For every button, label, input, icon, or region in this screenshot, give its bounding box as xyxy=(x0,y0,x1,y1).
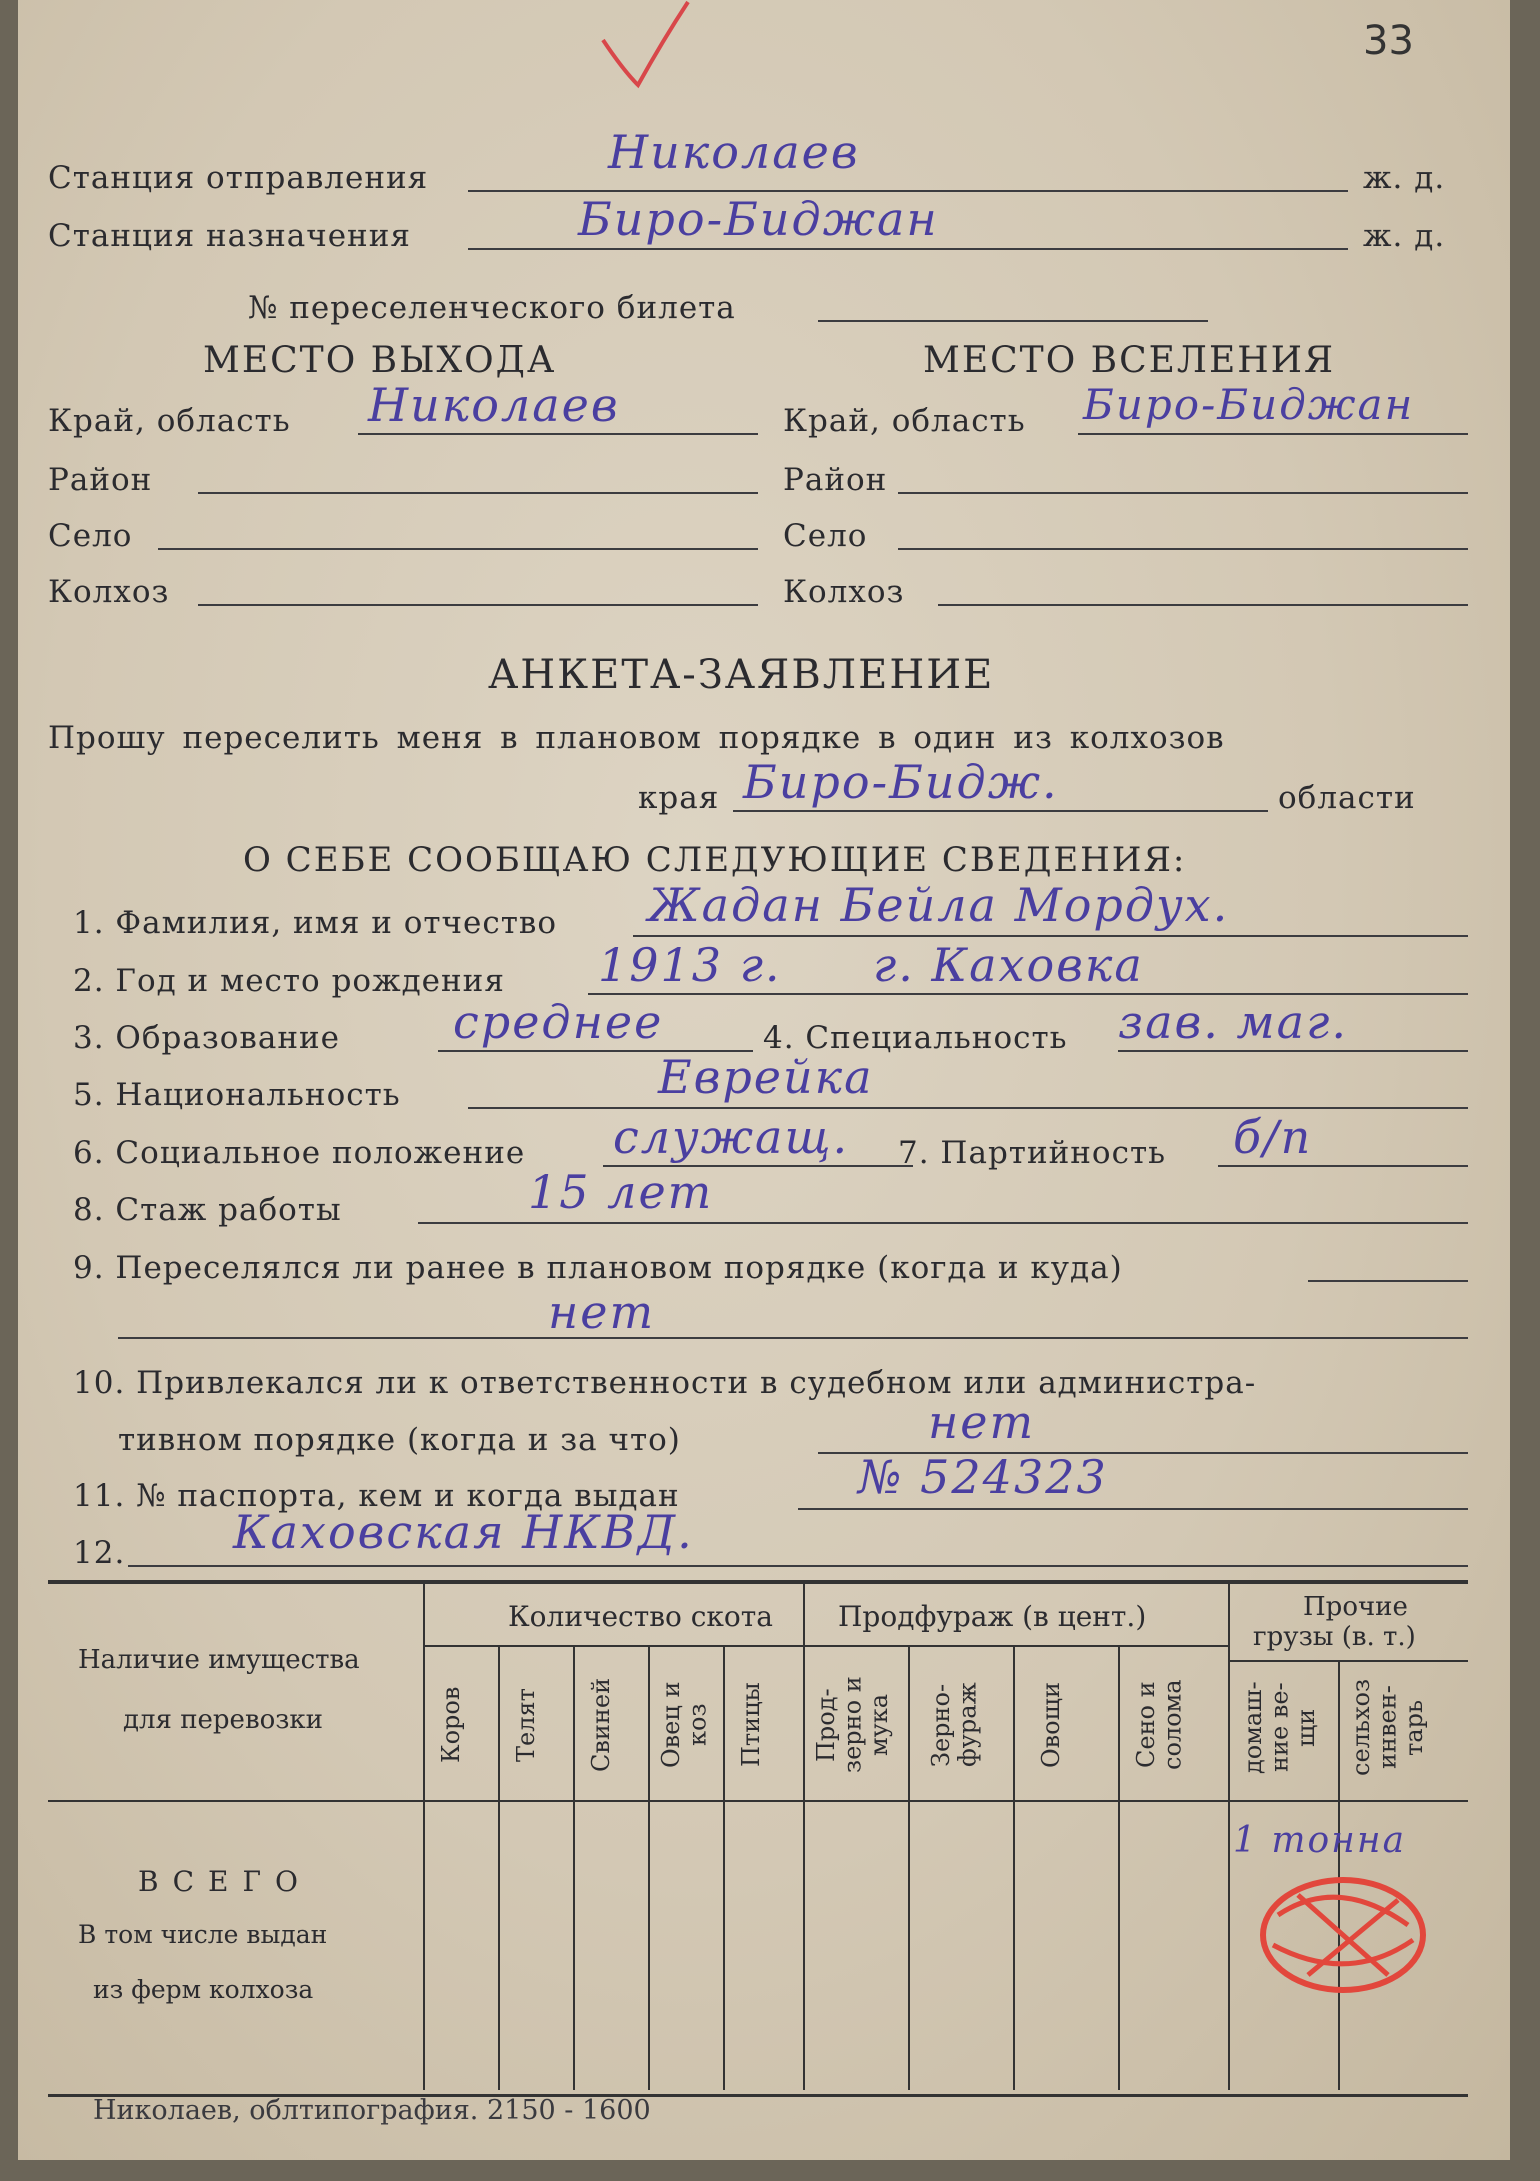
origin-region-line xyxy=(358,433,758,435)
col-calves: Телят xyxy=(512,1688,540,1762)
table-vline xyxy=(1013,1645,1015,2090)
field-12-value: Каховская НКВД. xyxy=(233,1505,694,1559)
settlement-kolkhoz-line xyxy=(938,604,1468,606)
about-heading: О СЕБЕ СООБЩАЮ СЛЕДУЮЩИЕ СВЕДЕНИЯ: xyxy=(243,840,1187,880)
red-stamp-mark xyxy=(1248,1855,1438,2015)
departure-value: Николаев xyxy=(608,125,860,179)
rail-suffix: ж. д. xyxy=(1363,160,1446,196)
request-oblast: области xyxy=(1278,780,1416,816)
table-vline xyxy=(498,1645,500,2090)
form-title: АНКЕТА-ЗАЯВЛЕНИЕ xyxy=(488,652,995,698)
group-other-header-2: грузы (в. т.) xyxy=(1253,1622,1416,1652)
col-fodder: Зерно- фураж xyxy=(927,1682,982,1768)
col-cows: Коров xyxy=(437,1686,465,1764)
origin-kolkhoz-label: Колхоз xyxy=(48,574,170,610)
origin-region-label: Край, область xyxy=(48,403,291,439)
field-8-label: 8. Стаж работы xyxy=(73,1192,342,1228)
settlement-region-value: Биро-Биджан xyxy=(1083,380,1415,429)
group-other-header-1: Прочие xyxy=(1303,1592,1408,1622)
group-livestock-header: Количество скота xyxy=(508,1600,773,1633)
field-9-line-1 xyxy=(1308,1280,1468,1282)
field-4-label: 4. Специальность xyxy=(763,1020,1068,1056)
field-11-value: № 524323 xyxy=(858,1450,1108,1504)
field-4-value: зав. маг. xyxy=(1118,995,1348,1049)
field-12-line xyxy=(128,1565,1468,1567)
settlement-district-label: Район xyxy=(783,462,888,498)
settlement-village-line xyxy=(898,548,1468,550)
field-5-value: Еврейка xyxy=(658,1050,874,1104)
destination-line xyxy=(468,248,1348,250)
table-vline xyxy=(573,1645,575,2090)
field-3-label: 3. Образование xyxy=(73,1020,341,1056)
origin-village-line xyxy=(158,548,758,550)
table-vline xyxy=(803,1582,805,2090)
settlement-region-line xyxy=(1078,433,1468,435)
settlement-district-line xyxy=(898,492,1468,494)
field-2-place: г. Каховка xyxy=(873,938,1144,992)
field-10-label-1: 10. Привлекался ли к ответственности в судебном или администра- xyxy=(73,1365,1257,1401)
field-5-label: 5. Национальность xyxy=(73,1077,401,1113)
field-4-line xyxy=(1118,1050,1468,1052)
destination-label: Станция назначения xyxy=(48,218,411,254)
table-hline xyxy=(1228,1660,1468,1662)
field-11-line xyxy=(798,1508,1468,1510)
rail-suffix: ж. д. xyxy=(1363,218,1446,254)
origin-district-line xyxy=(198,492,758,494)
field-10-label-2: тивном порядке (когда и за что) xyxy=(118,1422,681,1458)
request-krai-line xyxy=(733,810,1268,812)
red-check-mark xyxy=(593,0,703,90)
request-krai: края xyxy=(638,780,720,816)
table-hline xyxy=(423,1645,1228,1647)
farm-label-2: из ферм колхоза xyxy=(93,1975,314,2004)
settlement-village-label: Село xyxy=(783,518,868,554)
destination-value: Биро-Биджан xyxy=(578,192,939,246)
table-vline xyxy=(1228,1582,1230,2090)
field-1-line xyxy=(633,935,1468,937)
field-3-value: среднее xyxy=(453,995,664,1049)
field-8-value: 15 лет xyxy=(528,1165,714,1219)
table-vline xyxy=(908,1645,910,2090)
field-2-year: 1913 г. xyxy=(598,938,782,992)
origin-village-label: Село xyxy=(48,518,133,554)
origin-kolkhoz-line xyxy=(198,604,758,606)
col-sheep: Овец и коз xyxy=(657,1681,712,1769)
table-hline xyxy=(48,1800,1468,1802)
col-poultry: Птицы xyxy=(737,1682,765,1768)
col-household: домаш- ние ве- щи xyxy=(1239,1681,1320,1774)
total-label: ВСЕГО xyxy=(138,1865,312,1898)
form-page xyxy=(18,0,1510,2160)
field-9-line-2 xyxy=(118,1337,1468,1339)
ticket-line xyxy=(818,320,1208,322)
household-value: 1 тонна xyxy=(1233,1820,1407,1861)
col-hay: Сено и солома xyxy=(1132,1679,1187,1771)
table-left-header-1: Наличие имущества xyxy=(78,1645,360,1675)
field-11-label: 11. № паспорта, кем и когда выдан xyxy=(73,1478,680,1514)
ticket-label: № переселенческого билета xyxy=(248,290,736,326)
settlement-kolkhoz-label: Колхоз xyxy=(783,574,905,610)
farm-label-1: В том числе выдан xyxy=(78,1920,328,1949)
origin-region-value: Николаев xyxy=(368,378,620,432)
settlement-heading: МЕСТО ВСЕЛЕНИЯ xyxy=(923,340,1336,381)
col-vegetables: Овощи xyxy=(1037,1682,1065,1768)
field-6-label: 6. Социальное положение xyxy=(73,1135,526,1171)
col-grain: Прод- зерно и мука xyxy=(812,1676,893,1774)
departure-label: Станция отправления xyxy=(48,160,429,196)
field-8-line xyxy=(418,1222,1468,1224)
field-7-label: 7. Партийность xyxy=(898,1135,1166,1171)
request-krai-value: Биро-Бидж. xyxy=(743,755,1059,809)
origin-district-label: Район xyxy=(48,462,153,498)
field-10-value: нет xyxy=(928,1395,1036,1449)
table-vline xyxy=(423,1582,425,2090)
col-pigs: Свиней xyxy=(587,1677,615,1773)
field-7-value: б/п xyxy=(1233,1110,1313,1164)
field-5-line xyxy=(468,1107,1468,1109)
field-1-label: 1. Фамилия, имя и отчество xyxy=(73,905,558,941)
group-fodder-header: Продфураж (в цент.) xyxy=(838,1600,1147,1633)
table-vline xyxy=(1118,1645,1120,2090)
table-left-header-2: для перевозки xyxy=(123,1705,323,1735)
field-12-label: 12. xyxy=(73,1535,126,1571)
page-number: 33 xyxy=(1363,18,1414,64)
field-2-label: 2. Год и место рождения xyxy=(73,963,505,999)
request-text: Прошу переселить меня в плановом порядке в один из колхозов xyxy=(48,720,1225,756)
field-6-value: служащ. xyxy=(613,1110,850,1164)
origin-heading: МЕСТО ВЫХОДА xyxy=(203,340,557,381)
footer-imprint: Николаев, облтипография. 2150 - 1600 xyxy=(93,2095,651,2126)
field-9-label: 9. Переселялся ли ранее в плановом порядке (когда и куда) xyxy=(73,1250,1123,1286)
field-1-value: Жадан Бейла Мордух. xyxy=(648,878,1230,932)
field-7-line xyxy=(1218,1165,1468,1167)
field-9-value: нет xyxy=(548,1285,656,1339)
table-vline xyxy=(723,1645,725,2090)
table-vline xyxy=(648,1645,650,2090)
col-inventory: сельхоз инвен- тарь xyxy=(1347,1678,1428,1777)
settlement-region-label: Край, область xyxy=(783,403,1026,439)
